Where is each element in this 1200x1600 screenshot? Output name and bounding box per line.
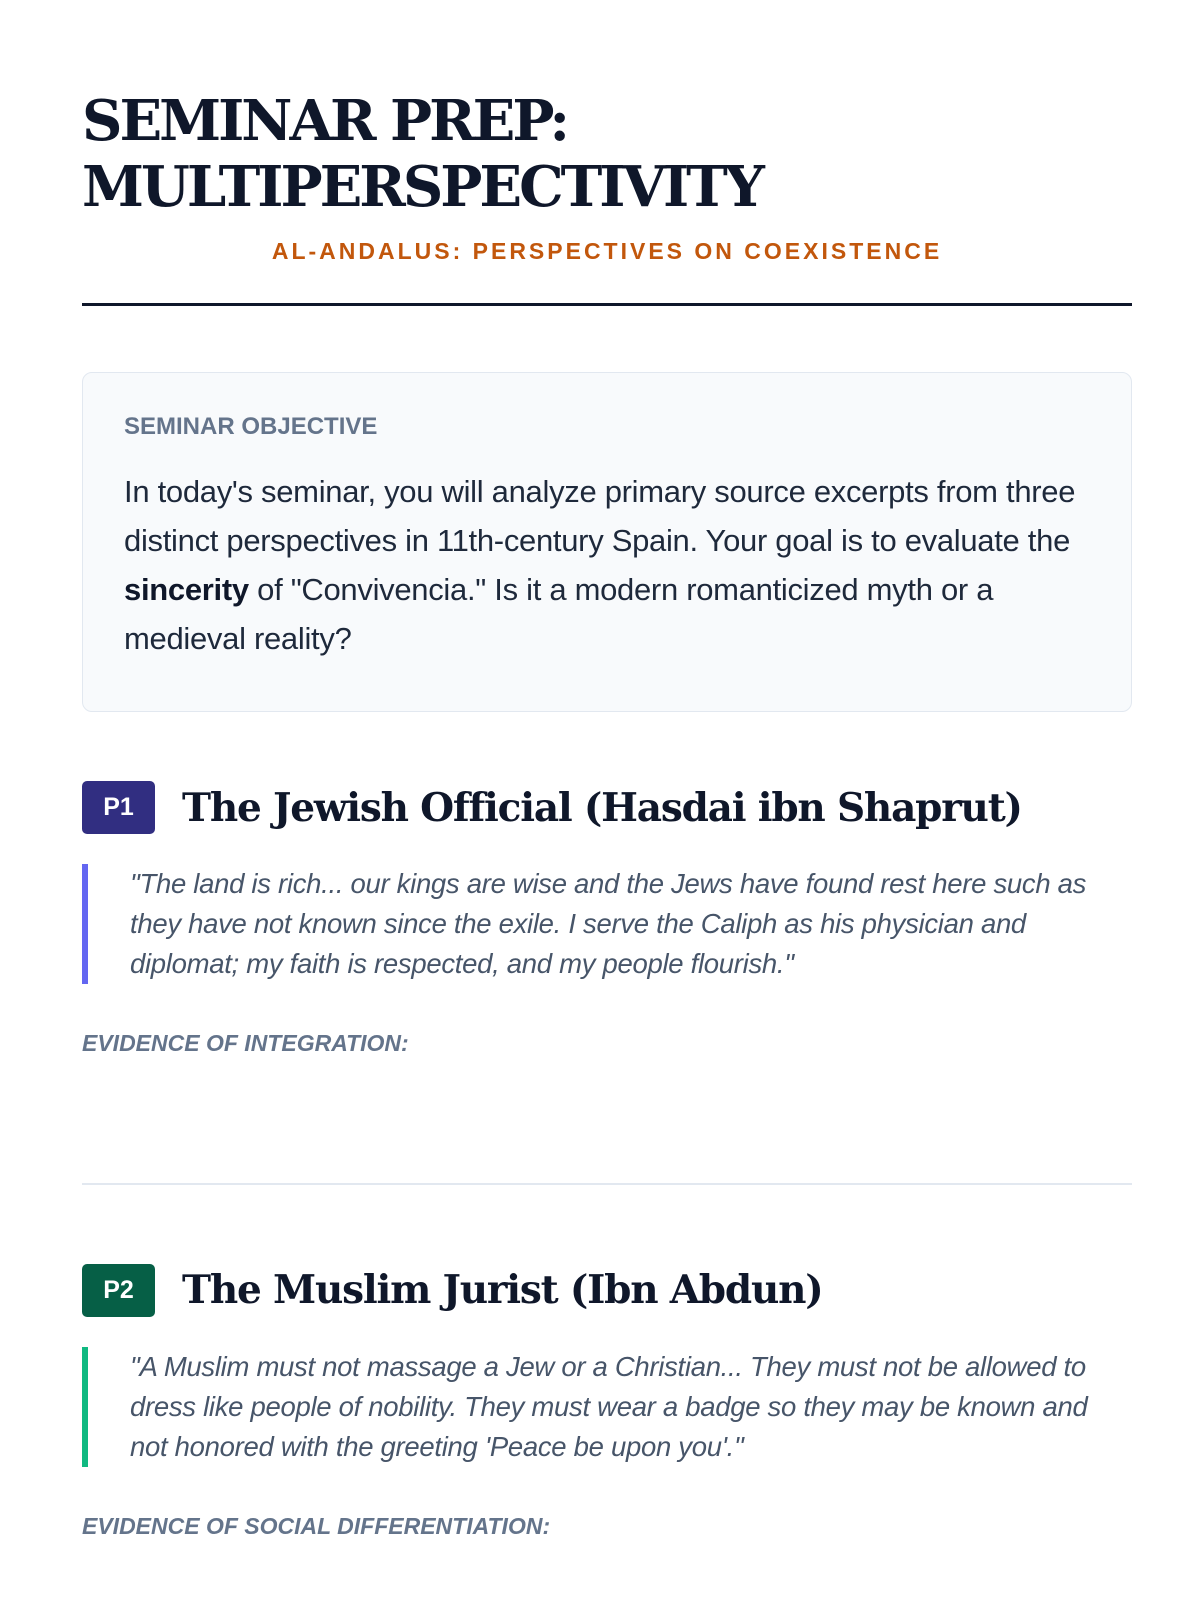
objective-text [124,467,1091,663]
perspective-2-header [82,1264,1132,1317]
page [82,0,1132,1540]
perspective-1-badge: P1 [82,781,155,834]
perspective-2-evidence-label: EVIDENCE OF SOCIAL DIFFERENTIATION: [82,1512,551,1539]
perspective-1-quote: "The land is rich... our kings are wise and the Jews have found rest here such as they have not known since the exile. I serve the Caliph as his physician and diplomat; my faith is respected, and my people flourish." [82,864,1132,984]
objective-text-start: In today's seminar, you will analyze primary source excerpts from three distinct perspectives in 11th-century Spain. Your goal is to evaluate the [124,474,1076,558]
perspective-2-quote: "A Muslim must not massage a Jew or a Christian... They must not be allowed to dress like people of nobility. They must wear a badge so they may be known and not honored with the greeting 'Peace be upon you'." [82,1347,1132,1467]
objective-label: SEMINAR OBJECTIVE [124,413,378,440]
perspective-1-evidence-label: EVIDENCE OF INTEGRATION: [82,1030,409,1056]
perspective-1-header [82,781,1132,834]
page-title-line-2: MULTIPERSPECTIVITY [82,154,762,220]
page-subtitle: AL-ANDALUS: PERSPECTIVES ON COEXISTENCE [271,238,943,264]
section-divider [82,1183,1132,1185]
page-title [82,0,1132,220]
header-divider [82,303,1132,306]
perspective-2-title: The Muslim Jurist (Ibn Abdun) [182,1267,823,1313]
perspective-1-title: The Jewish Official (Hasdai ibn Shaprut) [182,784,1022,831]
objective-box [82,372,1132,712]
objective-text-end: of "Convivencia." Is it a modern romanticized myth or a medieval reality? [124,572,994,656]
page-title-line-1: SEMINAR PREP: [82,88,568,154]
perspective-2-badge: P2 [82,1264,155,1317]
objective-text-emphasis: sincerity [124,572,249,607]
